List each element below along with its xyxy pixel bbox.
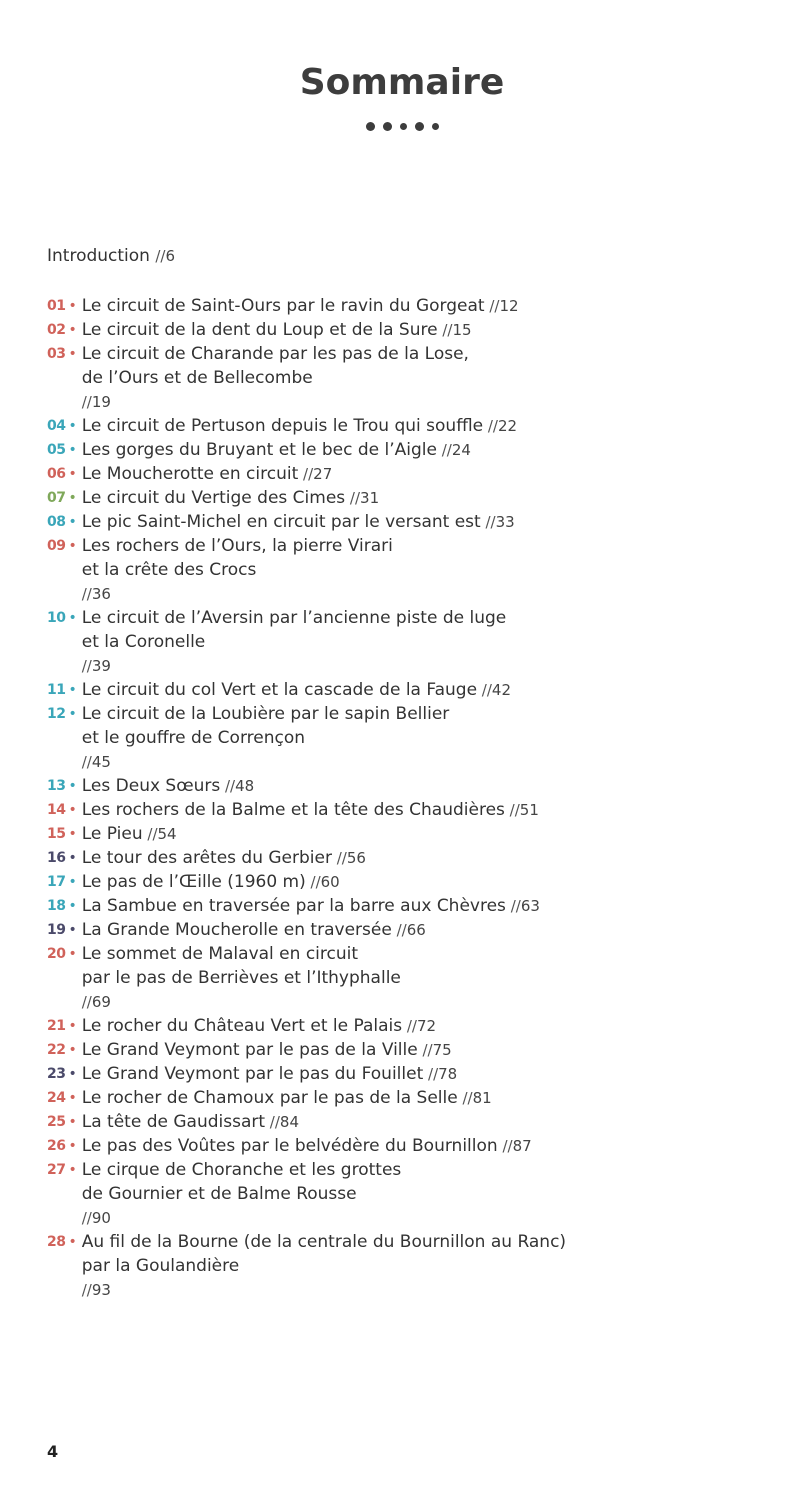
entry-title	[82, 918, 426, 942]
entry-number: 11	[47, 682, 66, 698]
entry-title	[82, 774, 254, 798]
entry-title	[82, 438, 471, 462]
entry-page: 75	[432, 1041, 452, 1059]
entry-title-line: Le circuit de Pertuson depuis le Trou qui souffle	[81, 416, 484, 436]
entry-title	[82, 1230, 566, 1302]
entry-title-line: de Gournier et de Balme Rousse	[81, 1184, 357, 1204]
entry-number: 05	[47, 442, 66, 458]
bullet-icon: •	[68, 1234, 77, 1250]
toc-entry[interactable]	[47, 294, 566, 318]
entry-number: 04	[47, 418, 66, 434]
entry-number: 03	[47, 346, 66, 362]
entry-number: 18	[47, 898, 66, 914]
entry-page: 36	[91, 585, 111, 603]
entry-number: 14	[47, 802, 66, 818]
entry-title	[82, 678, 511, 702]
page-separator: //	[298, 465, 314, 483]
entry-title	[82, 1062, 457, 1086]
entry-number: 13	[47, 778, 66, 794]
toc-entry[interactable]	[47, 894, 566, 918]
bullet-icon: •	[68, 898, 77, 914]
page-separator: //	[81, 393, 92, 411]
toc-entry[interactable]	[47, 918, 566, 942]
entry-title	[82, 894, 540, 918]
intro-separator: //	[155, 247, 166, 265]
page-separator: //	[504, 801, 520, 819]
entry-title-line: Le rocher de Chamoux par le pas de la Selle	[81, 1088, 458, 1108]
toc-entry[interactable]	[47, 1038, 566, 1062]
toc-entry[interactable]	[47, 1014, 566, 1038]
page-title: Sommaire	[299, 62, 505, 103]
entry-page: 84	[279, 1113, 299, 1131]
entry-number: 02	[47, 322, 66, 338]
bullet-icon: •	[68, 1042, 77, 1058]
entry-title-line: Le circuit du col Vert et la cascade de la Fauge	[81, 680, 478, 700]
entry-title-line: Les rochers de l’Ours, la pierre Virari	[81, 536, 393, 556]
toc-entry[interactable]	[47, 606, 566, 678]
page-separator: //	[220, 777, 236, 795]
page-separator: //	[81, 1281, 92, 1299]
entry-title	[82, 1014, 436, 1038]
entry-title	[82, 486, 379, 510]
bullet-icon: •	[68, 946, 77, 962]
entry-title	[82, 1158, 402, 1230]
entry-page: 12	[499, 297, 519, 315]
entry-title	[82, 462, 333, 486]
page-separator: //	[480, 513, 496, 531]
toc-introduction[interactable]	[47, 246, 175, 266]
toc-entry[interactable]	[47, 846, 566, 870]
entry-title-line: Le pas des Voûtes par le belvédère du Bournillon	[81, 1136, 498, 1156]
toc-entry[interactable]	[47, 534, 566, 606]
bullet-icon: •	[68, 346, 77, 362]
entry-title	[82, 798, 539, 822]
page-separator: //	[402, 1017, 417, 1035]
toc-entry[interactable]	[47, 342, 566, 414]
entry-page: 19	[91, 393, 111, 411]
entry-title-line: et la crête des Crocs	[81, 560, 257, 580]
entry-page: 24	[451, 441, 471, 459]
page-separator: //	[331, 849, 347, 867]
entry-page: 93	[91, 1281, 111, 1299]
toc-entry[interactable]	[47, 702, 566, 774]
entry-title-line: Au fil de la Bourne (de la centrale du Bournillon au Ranc)	[81, 1232, 567, 1252]
entry-page: 27	[313, 465, 333, 483]
entry-title	[82, 510, 515, 534]
page-separator: //	[391, 921, 407, 939]
entry-number: 01	[47, 298, 66, 314]
entry-title-line: Le tour des arêtes du Gerbier	[81, 848, 332, 868]
dot-icon	[415, 122, 424, 131]
entry-page: 39	[91, 657, 111, 675]
entry-number: 09	[47, 538, 66, 554]
bullet-icon: •	[68, 610, 77, 626]
bullet-icon: •	[68, 826, 77, 842]
bullet-icon: •	[68, 490, 77, 506]
entry-title	[82, 822, 177, 846]
bullet-icon: •	[68, 322, 77, 338]
bullet-icon: •	[68, 466, 77, 482]
entry-title	[82, 606, 506, 678]
entry-title	[82, 870, 340, 894]
page-separator: //	[265, 1113, 280, 1131]
entry-title-line: La tête de Gaudissart	[81, 1112, 266, 1132]
bullet-icon: •	[68, 874, 77, 890]
entry-title-line: Les Deux Sœurs	[81, 776, 221, 796]
toc-entry[interactable]	[47, 822, 566, 846]
entry-title-line: Le circuit de l’Aversin par l’ancienne piste de luge	[81, 608, 507, 628]
page-separator: //	[417, 1041, 433, 1059]
entry-number: 06	[47, 466, 66, 482]
entry-number: 15	[47, 826, 66, 842]
entry-page: 33	[495, 513, 515, 531]
page-separator: //	[345, 489, 361, 507]
entry-number: 25	[47, 1114, 66, 1130]
toc-entry[interactable]	[47, 414, 566, 438]
bullet-icon: •	[68, 1090, 77, 1106]
entry-title	[82, 942, 401, 1014]
dot-icon	[432, 123, 439, 130]
entry-title	[82, 534, 393, 606]
dot-icon	[383, 122, 392, 131]
page-separator: //	[81, 657, 92, 675]
entry-number: 12	[47, 706, 66, 722]
toc-entry[interactable]	[47, 486, 566, 510]
dot-icon	[366, 122, 375, 131]
entry-title-line: Les gorges du Bruyant et le bec de l’Aigle	[81, 440, 437, 460]
entry-page: 15	[452, 321, 472, 339]
entry-title-line: de l’Ours et de Bellecombe	[81, 368, 313, 388]
intro-page: 6	[165, 247, 176, 265]
entry-page: 48	[235, 777, 255, 795]
page-separator: //	[81, 753, 92, 771]
entry-title-line: Le Grand Veymont par le pas du Fouillet	[81, 1064, 424, 1084]
page-separator: //	[483, 417, 498, 435]
toc-entry[interactable]	[47, 462, 566, 486]
page-separator: //	[457, 1089, 473, 1107]
toc-entry[interactable]	[47, 870, 566, 894]
bullet-icon: •	[68, 778, 77, 794]
entry-title-line: Le circuit de la Loubière par le sapin Bellier	[81, 704, 450, 724]
toc-entry[interactable]	[47, 774, 566, 798]
toc-entry[interactable]	[47, 510, 566, 534]
bullet-icon: •	[68, 298, 77, 314]
intro-label: Introduction	[47, 246, 150, 266]
entry-title	[82, 1110, 299, 1134]
page-separator: //	[484, 297, 500, 315]
entry-number: 27	[47, 1162, 66, 1178]
entry-page: 56	[346, 849, 366, 867]
toc-entry[interactable]	[47, 1134, 566, 1158]
entry-title	[82, 702, 450, 774]
bullet-icon: •	[68, 1018, 77, 1034]
entry-page: 42	[491, 681, 512, 699]
toc-entry[interactable]	[47, 318, 566, 342]
toc-entry[interactable]	[47, 942, 566, 1014]
dot-icon	[400, 123, 407, 130]
entry-page: 63	[520, 897, 540, 915]
entry-title-line: par la Goulandière	[81, 1256, 240, 1276]
entry-title	[82, 1038, 452, 1062]
entry-page: 69	[91, 993, 111, 1011]
entry-title	[82, 1134, 532, 1158]
entry-title-line: Le pas de l’Œille (1960 m)	[81, 872, 306, 892]
entry-title	[82, 1086, 492, 1110]
bullet-icon: •	[68, 922, 77, 938]
decorative-dots	[0, 122, 804, 131]
bullet-icon: •	[68, 1138, 77, 1154]
page-separator: //	[305, 873, 321, 891]
entry-title	[82, 294, 519, 318]
page-separator: //	[505, 897, 521, 915]
entry-title-line: La Sambue en traversée par la barre aux Chèvres	[81, 896, 506, 916]
entry-title-line: Le circuit du Vertige des Cimes	[81, 488, 346, 508]
entry-title-line: Le rocher du Château Vert et le Palais	[81, 1016, 403, 1036]
page-separator: //	[497, 1137, 513, 1155]
entry-number: 22	[47, 1042, 66, 1058]
entry-title-line: et la Coronelle	[81, 632, 206, 652]
entry-title-line: Le pic Saint-Michel en circuit par le versant est	[81, 512, 481, 532]
entry-number: 21	[47, 1018, 66, 1034]
entry-page: 31	[360, 489, 380, 507]
toc-entry[interactable]	[47, 1086, 566, 1110]
entry-page: 66	[406, 921, 426, 939]
entry-title-line: Le Grand Veymont par le pas de la Ville	[81, 1040, 418, 1060]
entry-number: 08	[47, 514, 66, 530]
entry-number: 07	[47, 490, 66, 506]
entry-page: 22	[497, 417, 518, 435]
entry-page: 78	[438, 1065, 458, 1083]
page-separator: //	[142, 825, 158, 843]
entry-page: 45	[91, 753, 111, 771]
bullet-icon: •	[68, 682, 77, 698]
entry-title	[82, 846, 366, 870]
bullet-icon: •	[68, 1066, 77, 1082]
entry-title-line: Le Moucherotte en circuit	[81, 464, 299, 484]
entry-title-line: Le circuit de Saint-Ours par le ravin du Gorgeat	[81, 296, 485, 316]
entry-number: 16	[47, 850, 66, 866]
bullet-icon: •	[68, 850, 77, 866]
entry-title-line: par le pas de Berrièves et l’Ithyphalle	[81, 968, 401, 988]
entry-title	[82, 414, 517, 438]
page-separator: //	[477, 681, 492, 699]
entry-title-line: Le circuit de la dent du Loup et de la Sure	[81, 320, 438, 340]
page-separator: //	[81, 1209, 92, 1227]
page-separator: //	[81, 585, 92, 603]
entry-title	[82, 342, 469, 414]
entry-page: 72	[416, 1017, 437, 1035]
entry-title	[82, 318, 472, 342]
toc-entry[interactable]	[47, 1230, 566, 1302]
entry-number: 17	[47, 874, 66, 890]
bullet-icon: •	[68, 514, 77, 530]
page-number: 4	[47, 1442, 59, 1461]
entry-number: 23	[47, 1066, 66, 1082]
entry-number: 19	[47, 922, 66, 938]
page-separator: //	[81, 993, 92, 1011]
entry-title-line: Le circuit de Charande par les pas de la Lose,	[81, 344, 469, 364]
bullet-icon: •	[68, 538, 77, 554]
entry-title-line: et le gouffre de Corrençon	[81, 728, 306, 748]
entry-page: 87	[512, 1137, 532, 1155]
toc-entry[interactable]	[47, 1158, 566, 1230]
entry-page: 81	[472, 1089, 492, 1107]
toc-entry[interactable]	[47, 678, 566, 702]
page-separator: //	[423, 1065, 439, 1083]
toc-entry[interactable]	[47, 1110, 566, 1134]
page-separator: //	[437, 321, 453, 339]
entry-number: 26	[47, 1138, 66, 1154]
toc-entry[interactable]	[47, 798, 566, 822]
toc-entry[interactable]	[47, 1062, 566, 1086]
entry-title-line: Les rochers de la Balme et la tête des Chaudières	[81, 800, 505, 820]
entry-number: 28	[47, 1234, 66, 1250]
entry-title-line: La Grande Moucherolle en traversée	[81, 920, 392, 940]
bullet-icon: •	[68, 1114, 77, 1130]
entry-page: 51	[519, 801, 539, 819]
toc-entry[interactable]	[47, 438, 566, 462]
entry-title-line: Le cirque de Choranche et les grottes	[81, 1160, 402, 1180]
table-of-contents	[47, 294, 566, 1302]
entry-number: 20	[47, 946, 66, 962]
page-separator: //	[436, 441, 452, 459]
bullet-icon: •	[68, 802, 77, 818]
bullet-icon: •	[68, 418, 77, 434]
entry-page: 60	[320, 873, 340, 891]
entry-title-line: Le Pieu	[81, 824, 143, 844]
entry-number: 24	[47, 1090, 66, 1106]
entry-page: 54	[157, 825, 177, 843]
bullet-icon: •	[68, 706, 77, 722]
entry-number: 10	[47, 610, 66, 626]
entry-page: 90	[91, 1209, 111, 1227]
entry-title-line: Le sommet de Malaval en circuit	[81, 944, 359, 964]
bullet-icon: •	[68, 442, 77, 458]
bullet-icon: •	[68, 1162, 77, 1178]
